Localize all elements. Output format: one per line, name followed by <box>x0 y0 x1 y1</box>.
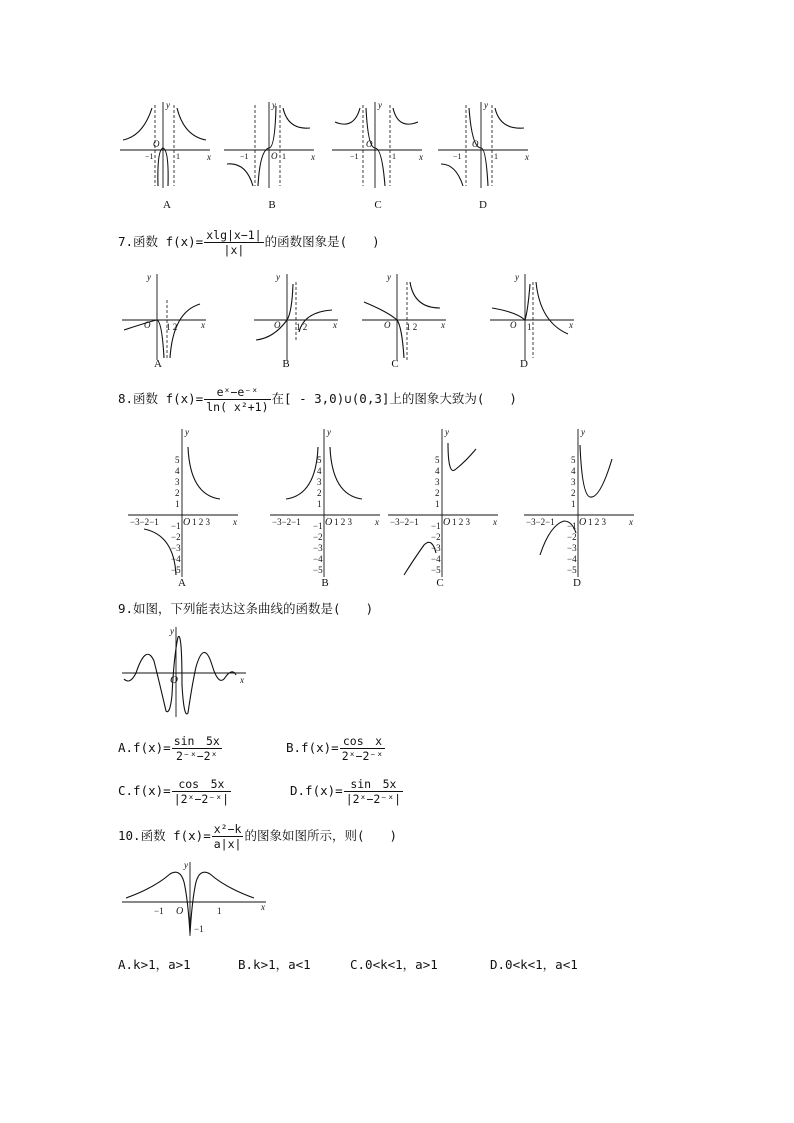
x-tick-labels-neg: −3−2−1 <box>272 517 301 527</box>
y-tick-label: 3 <box>435 477 440 487</box>
q6-graph-b <box>222 100 322 190</box>
y-tick-label: −5 <box>171 565 181 575</box>
x-tick-labels-neg: −3−2−1 <box>390 517 419 527</box>
q6-graph-a <box>118 100 218 190</box>
y-tick-label: −4 <box>567 554 577 564</box>
y-tick-label: −5 <box>431 565 441 575</box>
y-tick-label: −1 <box>567 521 577 531</box>
svg-text:y: y <box>170 626 174 636</box>
svg-text:1 2: 1 2 <box>406 322 418 332</box>
svg-text:1: 1 <box>527 322 532 332</box>
q8-label-a: A <box>178 577 186 589</box>
svg-text:O: O <box>274 320 281 330</box>
svg-text:1: 1 <box>392 152 396 161</box>
x-tick-labels-neg: −3−2−1 <box>526 517 555 527</box>
q7-label-d: D <box>520 358 528 370</box>
q8-graph-c <box>384 425 502 580</box>
svg-text:−1: −1 <box>154 906 164 916</box>
svg-text:1: 1 <box>494 152 498 161</box>
y-tick-label: 3 <box>571 477 576 487</box>
x-axis-label: x <box>493 517 497 527</box>
q10-graph <box>120 860 270 940</box>
svg-text:y: y <box>484 100 488 110</box>
q6-label-c: C <box>374 199 382 211</box>
q10-option-a[interactable]: A.k>1，a>1 <box>118 957 191 972</box>
q6-label-b: B <box>268 199 276 211</box>
y-tick-label: 5 <box>435 455 440 465</box>
svg-text:O: O <box>144 320 151 330</box>
svg-text:y: y <box>387 272 391 282</box>
svg-text:−1: −1 <box>240 152 249 161</box>
q9-option-b[interactable]: B.f(x)= $\frac{\text{cos x}}{\text{2ˣ−2⁻ˣ}}$ <box>286 734 384 763</box>
svg-text:O: O <box>366 139 373 149</box>
q7-label-a: A <box>154 358 162 370</box>
svg-text:x: x <box>201 320 205 330</box>
y-tick-label: −3 <box>431 543 441 553</box>
y-tick-label: −3 <box>567 543 577 553</box>
y-tick-label: 5 <box>175 455 180 465</box>
svg-text:y: y <box>184 860 188 870</box>
svg-text:y: y <box>515 272 519 282</box>
svg-text:x: x <box>207 152 211 162</box>
y-tick-label: −3 <box>171 543 181 553</box>
svg-text:x: x <box>311 152 315 162</box>
origin-label: O <box>325 517 333 528</box>
y-tick-label: −4 <box>313 554 323 564</box>
q6-graph-c <box>330 100 430 190</box>
svg-text:x: x <box>419 152 423 162</box>
svg-text:x: x <box>333 320 337 330</box>
q7-label-c: C <box>391 358 399 370</box>
svg-text:O: O <box>510 320 517 330</box>
origin-label: O <box>183 517 191 528</box>
svg-text:y: y <box>166 100 170 110</box>
q7-graph-a <box>120 272 210 362</box>
x-tick-labels-pos: 1 2 3 <box>334 517 352 527</box>
y-tick-label: 1 <box>435 499 440 509</box>
svg-text:y: y <box>276 272 280 282</box>
svg-text:−1: −1 <box>194 924 204 934</box>
q9-stem: 9.如图，下列能表达这条曲线的函数是( ) <box>118 601 374 616</box>
q7-label-b: B <box>282 358 290 370</box>
q6-label-a: A <box>163 199 171 211</box>
svg-text:y: y <box>147 272 151 282</box>
y-tick-label: 4 <box>317 466 322 476</box>
y-axis-label: y <box>327 427 331 437</box>
y-tick-label: 2 <box>571 488 576 498</box>
origin-label: O <box>579 517 587 528</box>
y-tick-label: −2 <box>567 532 577 542</box>
q7-graph-c <box>360 272 450 362</box>
y-tick-label: 1 <box>317 499 322 509</box>
q6-label-d: D <box>479 199 487 211</box>
y-axis-label: y <box>581 427 585 437</box>
y-tick-label: −4 <box>431 554 441 564</box>
y-tick-label: 4 <box>571 466 576 476</box>
svg-text:y: y <box>378 100 382 110</box>
x-tick-labels-pos: 1 2 3 <box>192 517 210 527</box>
q8-label-d: D <box>573 577 581 589</box>
y-tick-label: −1 <box>313 521 323 531</box>
q8-label-b: B <box>321 577 329 589</box>
x-axis-label: x <box>233 517 237 527</box>
y-tick-label: −2 <box>431 532 441 542</box>
q10-option-c[interactable]: C.0<k<1，a>1 <box>350 957 438 972</box>
svg-text:1: 1 <box>282 152 286 161</box>
svg-text:x: x <box>240 675 244 685</box>
x-axis-label: x <box>375 517 379 527</box>
q10-stem: 10.函数 f(x)= $\frac{\text{x²−k}}{a|x|}$ 的图象如图所示，则( ) <box>118 822 397 851</box>
svg-text:1: 1 <box>176 152 180 161</box>
q8-graph-b <box>266 425 384 580</box>
origin-label: O <box>443 517 451 528</box>
q9-graph <box>120 625 250 720</box>
q7-stem: 7.函数 f(x)= $\frac{xlg|x-1|}{|x|}$ 的函数图象是( ) <box>118 228 380 257</box>
svg-text:−1: −1 <box>145 152 154 161</box>
q7-graph-d <box>488 272 578 362</box>
q8-graph-d <box>520 425 638 580</box>
y-tick-label: 2 <box>317 488 322 498</box>
svg-text:1 2: 1 2 <box>166 322 178 332</box>
svg-text:O: O <box>153 139 160 149</box>
svg-text:−1: −1 <box>453 152 462 161</box>
svg-text:x: x <box>261 902 265 912</box>
y-tick-label: 2 <box>435 488 440 498</box>
svg-text:x: x <box>569 320 573 330</box>
q10-option-d[interactable]: D.0<k<1，a<1 <box>490 957 578 972</box>
y-tick-label: −1 <box>171 521 181 531</box>
q9-option-a[interactable]: A.f(x)= $\frac{\sin 5x}{\text{2⁻ˣ−2ˣ}}$ <box>118 734 220 763</box>
y-tick-label: 5 <box>571 455 576 465</box>
q8-graph-a <box>124 425 242 580</box>
x-tick-labels-pos: 1 2 3 <box>452 517 470 527</box>
y-tick-label: 3 <box>175 477 180 487</box>
y-tick-label: −3 <box>313 543 323 553</box>
svg-text:O: O <box>472 139 479 149</box>
svg-text:1 2: 1 2 <box>296 322 308 332</box>
x-tick-labels-pos: 1 2 3 <box>588 517 606 527</box>
q10-option-b[interactable]: B.k>1，a<1 <box>238 957 311 972</box>
q7-graph-b <box>252 272 342 362</box>
y-tick-label: 3 <box>317 477 322 487</box>
y-tick-label: −2 <box>171 532 181 542</box>
y-axis-label: y <box>185 427 189 437</box>
q8-label-c: C <box>436 577 444 589</box>
y-tick-label: −4 <box>171 554 181 564</box>
y-tick-label: −2 <box>313 532 323 542</box>
y-tick-label: 1 <box>571 499 576 509</box>
x-tick-labels-neg: −3−2−1 <box>130 517 159 527</box>
y-tick-label: 5 <box>317 455 322 465</box>
x-axis-label: x <box>629 517 633 527</box>
svg-text:O: O <box>176 906 184 917</box>
y-tick-label: −1 <box>431 521 441 531</box>
q6-graph-d <box>436 100 536 190</box>
svg-text:O: O <box>384 320 391 330</box>
y-tick-label: 4 <box>435 466 440 476</box>
q9-option-c[interactable]: C.f(x)= $\frac{\cos 5x}{\text{|2ˣ−2⁻ˣ|}}$ <box>118 777 230 806</box>
svg-text:y: y <box>272 100 276 110</box>
svg-text:O: O <box>271 151 278 161</box>
q9-option-d[interactable]: D.f(x)= $\frac{\sin 5x}{\text{|2ˣ−2⁻ˣ|}}$ <box>290 777 402 806</box>
svg-text:x: x <box>525 152 529 162</box>
svg-text:O: O <box>170 674 178 686</box>
svg-text:1: 1 <box>217 906 222 916</box>
y-tick-label: 4 <box>175 466 180 476</box>
q8-stem: 8.函数 f(x)= $\frac{\text{eˣ−e⁻ˣ}}{\text{ln( x²+1)}}$ 在[ - 3,0)∪(0,3]上的图象大致为( ) <box>118 385 517 414</box>
y-tick-label: 2 <box>175 488 180 498</box>
svg-text:x: x <box>441 320 445 330</box>
y-axis-label: y <box>445 427 449 437</box>
svg-text:−1: −1 <box>350 152 359 161</box>
y-tick-label: −5 <box>567 565 577 575</box>
y-tick-label: −5 <box>313 565 323 575</box>
y-tick-label: 1 <box>175 499 180 509</box>
